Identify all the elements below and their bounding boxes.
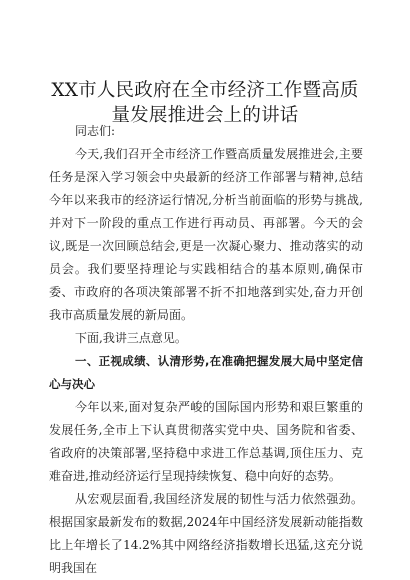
document-title: XX市人民政府在全市经济工作暨高质量发展推进会上的讲话 bbox=[51, 80, 359, 126]
paragraph-outline: 下面,我讲三点意见。 bbox=[75, 331, 187, 345]
paragraph-section-1: 今年以来,面对复杂严峻的国际国内形势和艰巨繁重的发展任务,全市上下认真贯彻落实党中央、国务院和省委、省政府的决策部署,坚持稳中求进工作总基调,顶住压力、克难奋进,推动经济运行呈现持续恢复、稳中向好的态势。 bbox=[49, 400, 363, 483]
paragraph-intro: 今天,我们召开全市经济工作暨高质量发展推进会,主要任务是深入学习领会中央最新的经济工作部署与精神,总结今年以来我市的经济运行情况,分析当前面临的形势与挑战,并对下一阶段的重点工作进行再动员、再部署。今天的会议,既是一次回顾总结会,更是一次凝心聚力、推动落实的动员会。我们要坚持理论与实践相结合的基本原则,确保市委、市政府的各项决策部署不折不扣地落到实处,奋力开创我市高质量发展的新局面。 bbox=[49, 147, 363, 322]
paragraph-section-2: 从宏观层面看,我国经济发展的韧性与活力依然强劲。根据国家最新发布的数据,2024年中国经济发展新动能指数比上年增长了14.2%其中网络经济指数增长迅猛,这充分说明我国在 bbox=[49, 492, 363, 575]
document-body bbox=[49, 120, 363, 580]
salutation: 同志们: bbox=[75, 124, 116, 138]
section-heading-1: 一、正视成绩、认清形势,在准确把握发展大局中坚定信心与决心 bbox=[49, 354, 363, 391]
